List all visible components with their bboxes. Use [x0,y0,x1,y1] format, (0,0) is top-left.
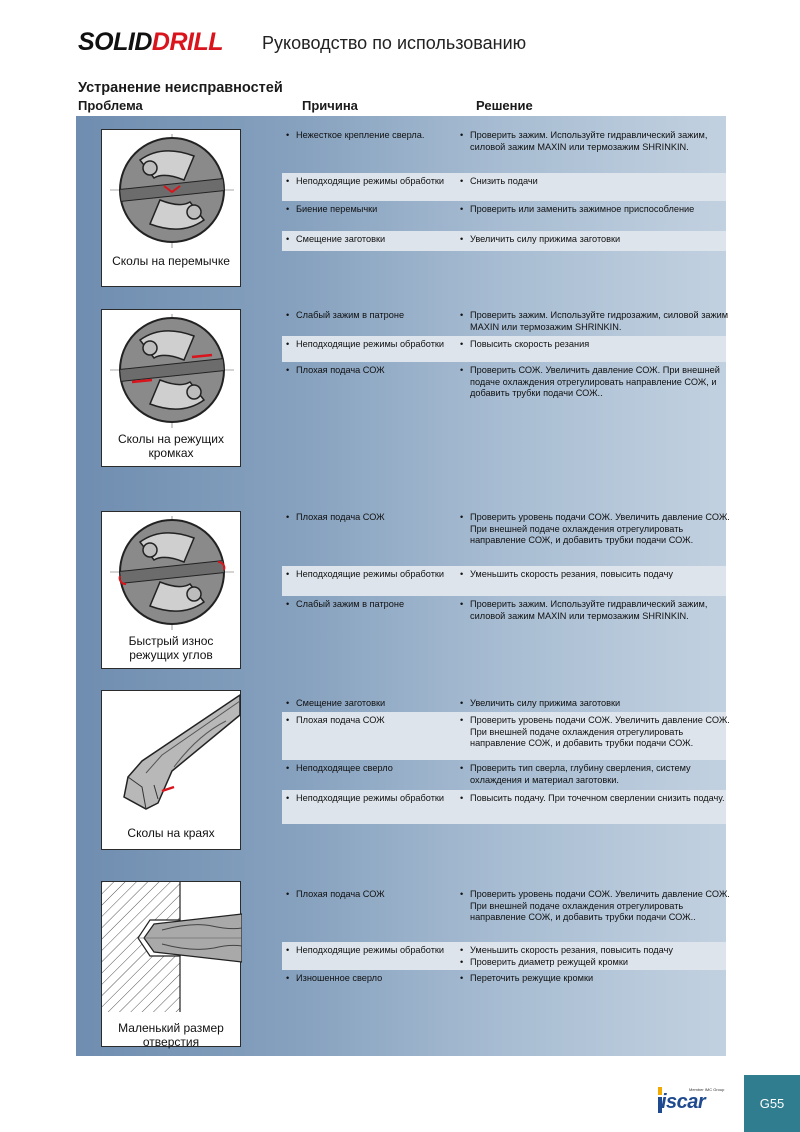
table-row [282,596,726,646]
cause-text: • Смещение заготовки [284,234,456,246]
solution-text: • Снизить подачи [458,176,732,188]
solution-text: • Проверить уровень подачи СОЖ. Увеличить давление СОЖ. При внешней подаче охлаждения отрегулировать направление СОЖ, и добавить трубки подачи СОЖ. [458,715,732,750]
table-row [282,712,730,760]
cause-text: • Нежесткое крепление сверла. [284,130,456,142]
solution-text: • Повысить скорость резания [458,339,732,351]
cause-text: • Плохая подача СОЖ [284,889,456,901]
cause-text: • Слабый зажим в патроне [284,599,456,611]
solution-text: • Проверить уровень подачи СОЖ. Увеличить давление СОЖ. При внешней подаче охлаждения отрегулировать направление СОЖ, и добавить трубки подачи СОЖ. [458,512,732,547]
page-number: G55 [744,1075,800,1132]
page-title: Руководство по использованию [262,33,527,53]
solution-text: • Проверить или заменить зажимное приспособление [458,204,732,216]
table-row [282,173,726,201]
table-row [282,307,729,336]
solution-text: • Проверить уровень подачи СОЖ. Увеличить давление СОЖ. При внешней подаче охлаждения отрегулировать направление СОЖ, и добавить трубки подачи СОЖ.. [458,889,732,924]
troubleshooting-table [76,116,730,1056]
table-row [282,362,726,422]
cause-text: • Неподходящие режимы обработки [284,569,456,581]
solution-text: • Проверить диаметр режущей кромки [458,957,732,969]
solution-text: • Проверить тип сверла, глубину сверления, систему охлаждения и материал заготовки. [458,763,732,786]
table-row [282,231,726,251]
cause-text: • Плохая подача СОЖ [284,512,456,524]
cause-text: • Биение перемычки [284,204,456,216]
table-row [282,886,730,942]
solid-drill-logo: SOLIDDRILL [78,28,224,56]
solution-text: • Проверить СОЖ. Увеличить давление СОЖ. При внешней подаче охлаждения отрегулировать направление СОЖ, и добавить трубки подачи СОЖ.. [458,365,732,400]
cause-text: • Плохая подача СОЖ [284,365,456,377]
cause-text: • Изношенное сверло [284,973,456,985]
table-row [282,201,726,231]
solution-text: • Проверить зажим. Используйте гидравлический зажим, силовой зажим MAXIN или термозажим SHRINKIN. [458,599,732,622]
cause-text: • Неподходящие режимы обработки [284,339,456,351]
cause-text: • Неподходящие режимы обработки [284,945,456,957]
problem-label: Маленький размер отверстия [118,1021,224,1049]
cause-text: • Смещение заготовки [284,698,456,710]
table-row [282,127,726,173]
table-row [282,336,726,362]
table-row [282,790,726,824]
iscar-logo: iscar Member IMC Group [655,1085,733,1115]
cause-text: • Слабый зажим в патроне [284,310,456,322]
problem-card-web-chipping [101,129,241,287]
table-row [282,695,726,712]
section-title: Устранение неисправностей [78,80,283,96]
solution-text: • Увеличить силу прижима заготовки [458,234,732,246]
problem-card-corner-wear [101,511,241,669]
problem-label: Сколы на краях [127,826,215,840]
solution-text: • Переточить режущие кромки [458,973,732,985]
column-header-problem: Проблема [78,98,143,113]
solution-text: • Увеличить силу прижима заготовки [458,698,732,710]
table-row [282,942,726,970]
solution-text: • Повысить подачу. При точечном сверлении снизить подачу. [458,793,732,805]
solution-text: • Уменьшить скорость резания, повысить подачу [458,945,732,957]
problem-label: Сколы на перемычке [112,254,230,268]
problem-card-cutting-edge-chipping [101,309,241,467]
column-header-cause: Причина [302,98,358,113]
column-header-solution: Решение [476,98,533,113]
problem-label: Сколы на режущих кромках [117,432,224,460]
table-row [282,566,726,596]
solution-text: • Проверить зажим. Используйте гидравлический зажим, силовой зажим MAXIN или термозажим SHRINKIN. [458,130,732,153]
table-row [282,509,730,566]
cause-text: • Неподходящие режимы обработки [284,793,456,805]
cause-text: • Неподходящее сверло [284,763,456,775]
table-row [282,760,726,790]
solution-text: • Уменьшить скорость резания, повысить подачу [458,569,732,581]
problem-card-margin-chipping [101,690,241,850]
solution-text: • Проверить зажим. Используйте гидрозажим, силовой зажим MAXIN или термозажим SHRINKIN. [458,310,732,333]
cause-text: • Плохая подача СОЖ [284,715,456,727]
problem-card-undersize-hole [101,881,241,1047]
cause-text: • Неподходящие режимы обработки [284,176,456,188]
table-row [282,970,726,992]
problem-label: Быстрый износ режущих углов [128,634,214,662]
